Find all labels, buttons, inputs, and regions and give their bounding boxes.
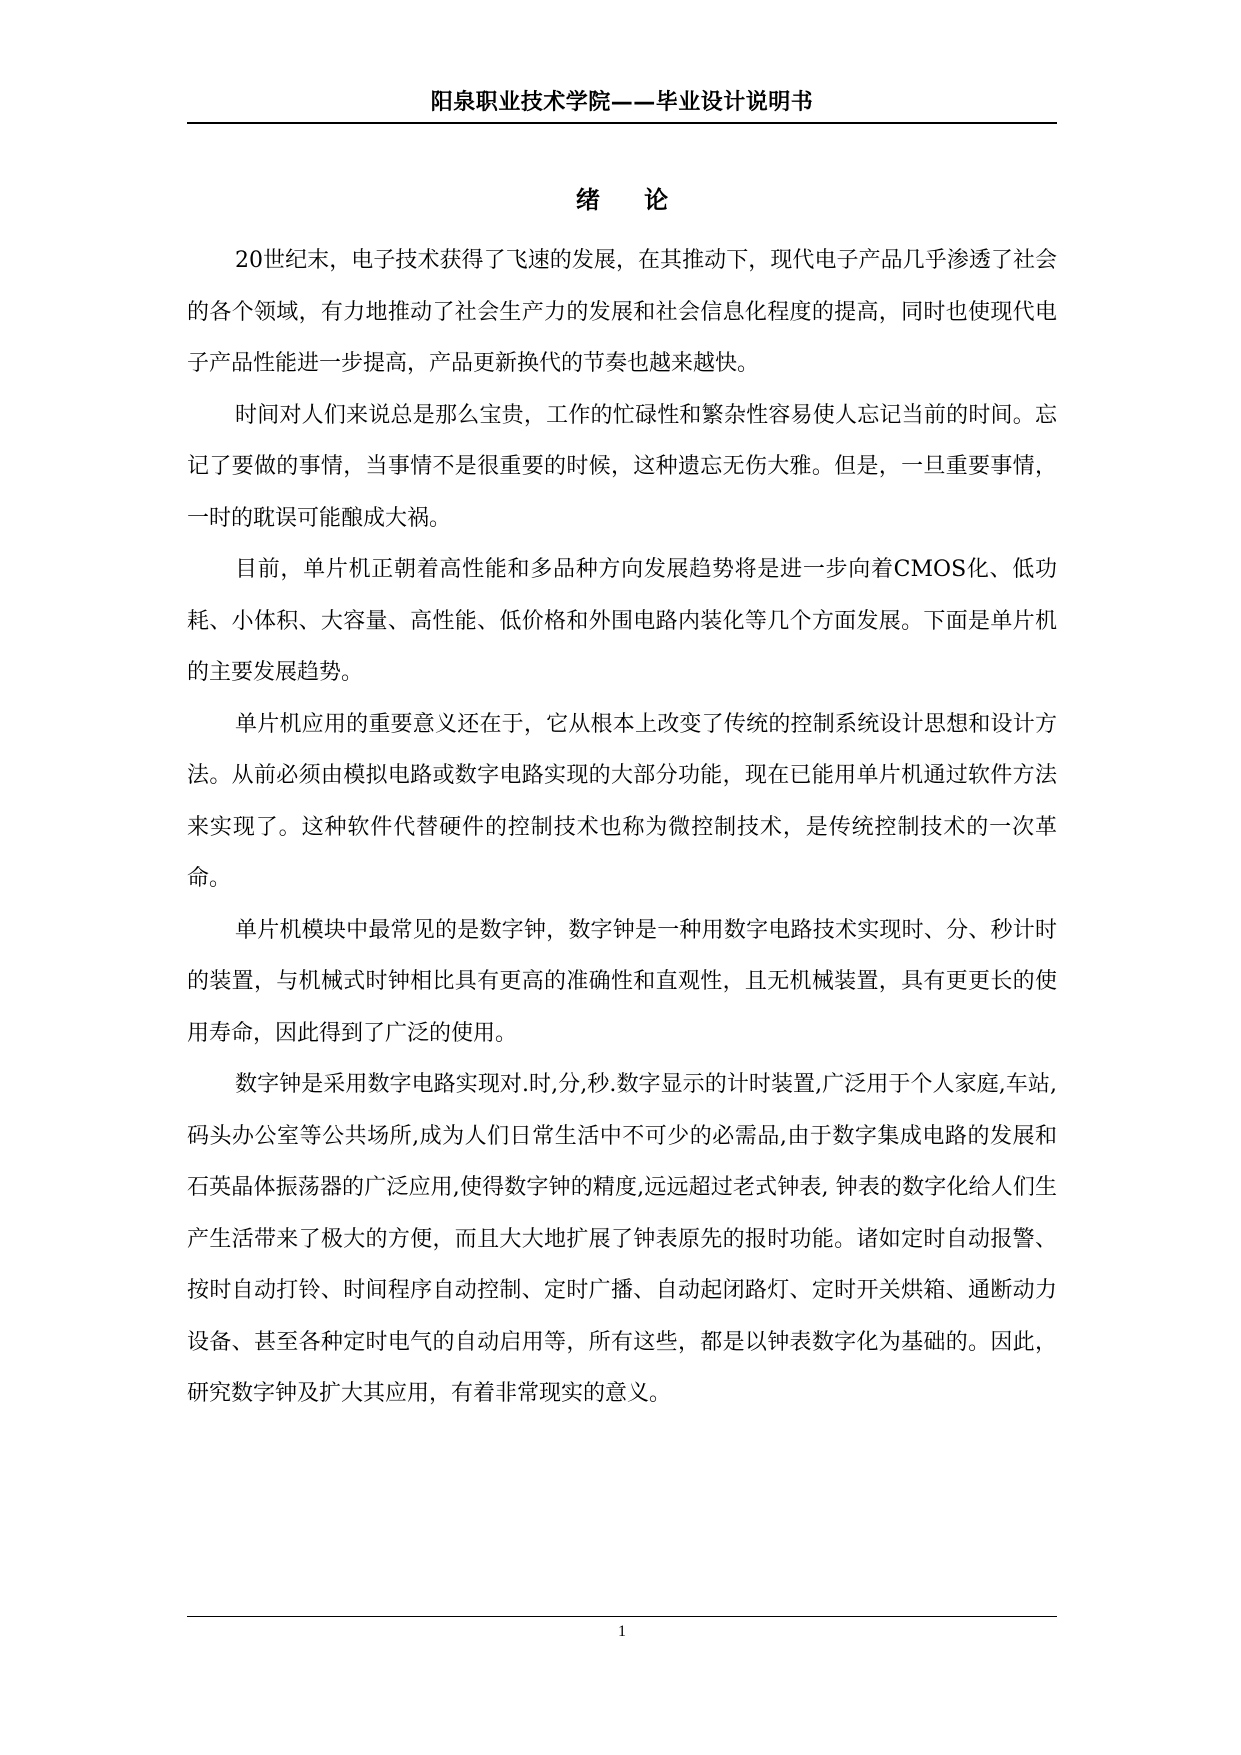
page-header-title: 阳泉职业技术学院——毕业设计说明书 xyxy=(430,90,814,115)
paragraph-2: 时间对人们来说总是那么宝贵，工作的忙碌性和繁杂性容易使人忘记当前的时间。忘记了要做的事情，当事情不是很重要的时候，这种遗忘无伤大雅。但是，一旦重要事情，一时的耽误可能酿成大祸。 xyxy=(187,402,1057,531)
header-divider xyxy=(187,122,1057,124)
footer-divider xyxy=(187,1616,1057,1617)
paragraph-4: 单片机应用的重要意义还在于，它从根本上改变了传统的控制系统设计思想和设计方法。从前必须由模拟电路或数字电路实现的大部分功能，现在已能用单片机通过软件方法来实现了。这种软件代替硬件的控制技术也称为微控制技术，是传统控制技术的一次革命。 xyxy=(187,711,1057,891)
paragraph-1: 20世纪末，电子技术获得了飞速的发展，在其推动下，现代电子产品几乎渗透了社会的各个领域，有力地推动了社会生产力的发展和社会信息化程度的提高，同时也使现代电子产品性能进一步提高，产品更新换代的节奏也越来越快。 xyxy=(187,248,1057,376)
body-text xyxy=(187,235,1057,1420)
paragraph-5: 单片机模块中最常见的是数字钟，数字钟是一种用数字电路技术实现时、分、秒计时的装置，与机械式时钟相比具有更高的准确性和直观性，且无机械装置，具有更更长的使用寿命，因此得到了广泛的使用。 xyxy=(187,917,1057,1046)
paragraph-3: 目前，单片机正朝着高性能和多品种方向发展趋势将是进一步向着CMOS化、低功耗、小体积、大容量、高性能、低价格和外围电路内装化等几个方面发展。下面是单片机的主要发展趋势。 xyxy=(187,557,1057,685)
paragraph-6: 数字钟是采用数字电路实现对.时,分,秒.数字显示的计时装置,广泛用于个人家庭,车站, 码头办公室等公共场所,成为人们日常生活中不可少的必需品,由于数字集成电路的发展和石英晶体振荡器的广泛应用,使得数字钟的精度,远远超过老式钟表, 钟表的数字化给人们生产生活带来了极大的方便，而且大大地扩展了钟表原先的报时功能。诸如定时自动报警、按时自动打铃、时间程序自动控制、定时广播、自动起闭路灯、定时开关烘箱、通断动力设备、甚至各种定时电气的自动启用等，所有这些，都是以钟表数字化为基础的。因此，研究数字钟及扩大其应用，有着非常现实的意义。 xyxy=(187,1072,1057,1406)
page-number: 1 xyxy=(618,1623,626,1640)
chapter-title: 绪 论 xyxy=(575,186,687,214)
